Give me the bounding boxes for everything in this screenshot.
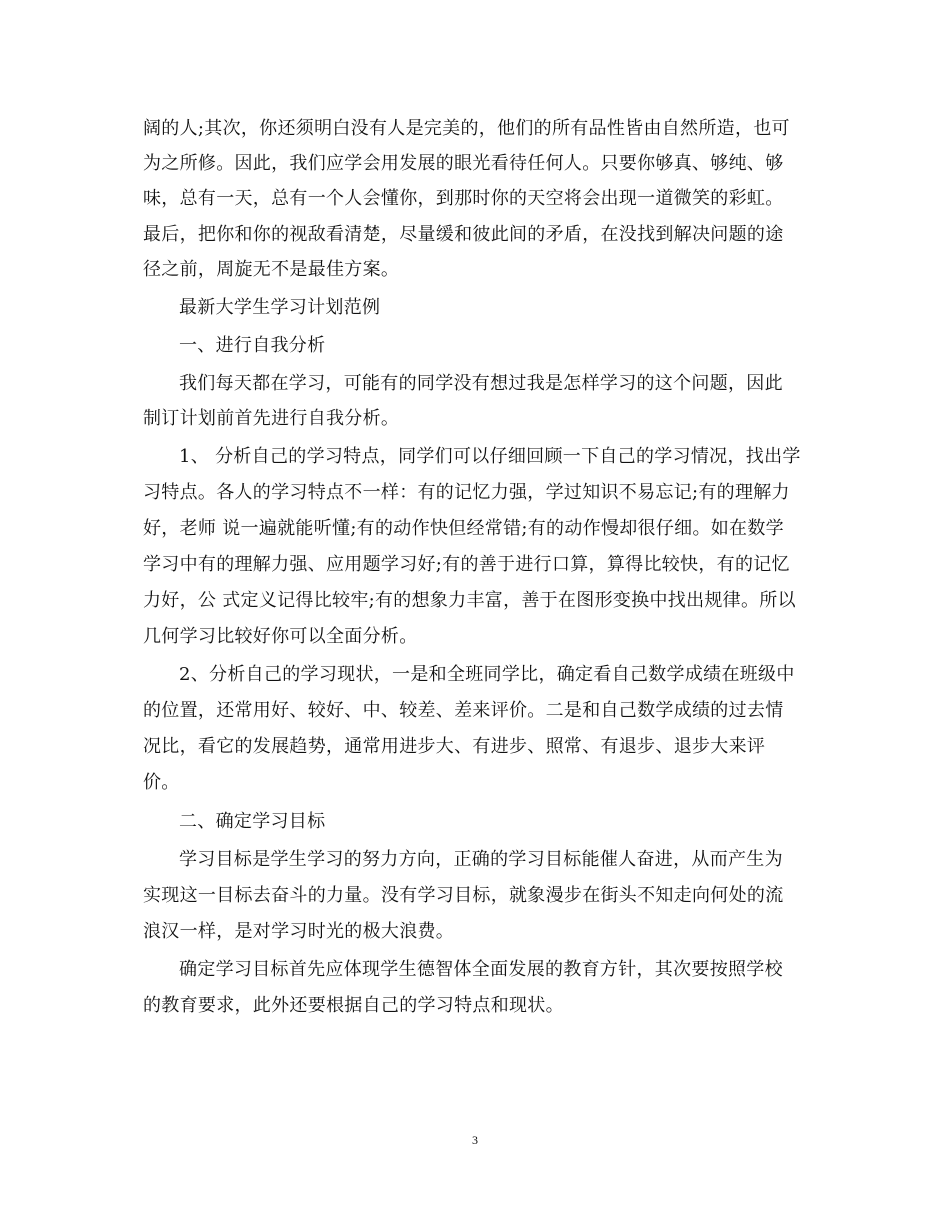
text-line: 2、分析自己的学习现状，一是和全班同学比，确定看自己数学成绩在班级中 (179, 664, 795, 685)
text-line: 为之所修。因此，我们应学会用发展的眼光看待任何人。只要你够真、够纯、够 (143, 153, 784, 174)
text-line: 味，总有一天，总有一个人会懂你，到那时你的天空将会出现一道微笑的彩虹。 (143, 188, 784, 209)
text-line: 价。 (143, 772, 180, 793)
section-title: 最新大学生学习计划范例 (179, 297, 381, 318)
text-line: 制订计划前首先进行自我分析。 (143, 408, 400, 429)
page-number: 3 (472, 1133, 478, 1147)
text-line: 1、 分析自己的学习特点，同学们可以仔细回顾一下自己的学习情况，找出学 (179, 446, 801, 467)
text-line: 学习目标是学生学习的努力方向，正确的学习目标能催人奋进，从而产生为 (179, 849, 783, 870)
heading-study-goals: 二、确定学习目标 (179, 811, 326, 832)
heading-self-analysis: 一、进行自我分析 (179, 335, 326, 356)
text-line: 习特点。各人的学习特点不一样：有的记忆力强，学过知识不易忘记;有的理解力 (143, 482, 790, 503)
text-line: 实现这一目标去奋斗的力量。没有学习目标，就象漫步在街头不知走向何处的流 (143, 885, 784, 906)
text-line: 几何学习比较好你可以全面分析。 (143, 626, 418, 647)
text-line: 最后，把你和你的视敌看清楚，尽量缓和彼此间的矛盾，在没找到解决问题的途 (143, 224, 784, 245)
text-line: 好，老师 说一遍就能听懂;有的动作快但经常错;有的动作慢却很仔细。如在数学 (143, 518, 784, 539)
text-line: 浪汉一样，是对学习时光的极大浪费。 (143, 921, 455, 942)
text-line: 学习中有的理解力强、应用题学习好;有的善于进行口算，算得比较快，有的记忆 (143, 554, 790, 575)
text-line: 径之前，周旋无不是最佳方案。 (143, 259, 400, 280)
text-line: 况比，看它的发展趋势，通常用进步大、有进步、照常、有退步、退步大来评 (143, 736, 766, 757)
text-line: 的位置，还常用好、较好、中、较差、差来评价。二是和自己数学成绩的过去情 (143, 700, 784, 721)
text-line: 阔的人;其次，你还须明白没有人是完美的，他们的所有品性皆由自然所造，也可 (143, 118, 790, 139)
text-line: 确定学习目标首先应体现学生德智体全面发展的教育方针，其次要按照学校 (179, 959, 783, 980)
text-line: 我们每天都在学习，可能有的同学没有想过我是怎样学习的这个问题，因此 (179, 373, 783, 394)
text-line: 力好，公 式定义记得比较牢;有的想象力丰富，善于在图形变换中找出规律。所以 (143, 590, 796, 611)
text-line: 的教育要求，此外还要根据自己的学习特点和现状。 (143, 995, 564, 1016)
